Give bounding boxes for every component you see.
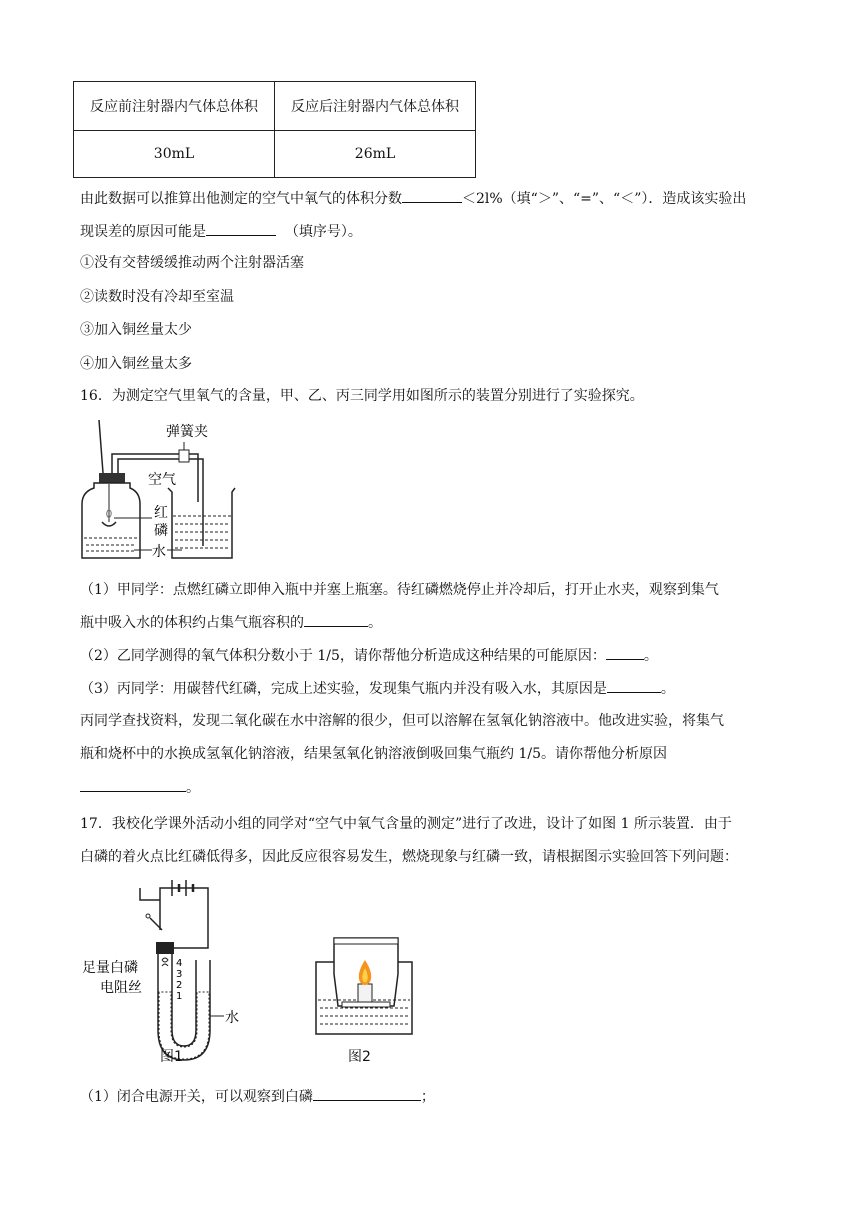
q16-p1-line2: 瓶中吸入水的体积约占集气瓶容积的 。 [80, 612, 382, 633]
q16-p4-line3: 。 [80, 777, 200, 798]
q16-p2: （2）乙同学测得的氧气体积分数小于 1/5，请你帮他分析造成这种结果的可能原因： 。 [80, 645, 658, 666]
figure-2-candle [312, 936, 418, 1046]
scale-4: 4 [176, 958, 183, 969]
label-phosphorus-1: 红 [154, 505, 168, 521]
q16-p1-line1: （1）甲同学：点燃红磷立即伸入瓶中并塞上瓶塞。待红磷燃烧停止并冷却后，打开止水夹，观察到集气 [80, 582, 719, 598]
scale-3: 3 [176, 969, 183, 980]
answer-blank[interactable] [607, 678, 661, 693]
table-header: 反应前注射器内气体总体积 [74, 82, 275, 131]
option: ①没有交替缓缓推动两个注射器活塞 [80, 255, 304, 271]
q16-p4-line1: 丙同学查找资料，发现二氧化碳在水中溶解的很少，但可以溶解在氢氧化钠溶液中。他改进实验，将集气 [80, 713, 724, 729]
option: ③加入铜丝量太少 [80, 322, 192, 338]
answer-blank[interactable] [606, 645, 644, 660]
option: ②读数时没有冷却至室温 [80, 289, 234, 305]
label-clip: 弹簧夹 [166, 424, 208, 440]
volume-table [73, 81, 476, 178]
scale-1: 1 [176, 991, 183, 1002]
table-cell: 26mL [275, 131, 476, 178]
q17-stem-line2: 白磷的着火点比红磷低得多，因此反应很容易发生，燃烧现象与红磷一致，请根据图示实验回答下列问题： [80, 849, 738, 865]
label-phosphorus-2: 磷 [154, 523, 168, 539]
answer-blank[interactable] [304, 612, 368, 627]
answer-blank[interactable] [402, 188, 462, 203]
q16-stem: 16．为测定空气里氧气的含量，甲、乙、丙三同学用如图所示的装置分别进行了实验探究。 [80, 388, 644, 404]
q16-p3: （3）丙同学：用碳替代红磷，完成上述实验，发现集气瓶内并没有吸入水，其原因是 。 [80, 678, 675, 699]
answer-blank[interactable] [80, 777, 186, 792]
label-water: 水 [225, 1010, 239, 1026]
q17-p1: （1）闭合电源开关，可以观察到白磷 ； [80, 1086, 435, 1107]
option: ④加入铜丝量太多 [80, 356, 192, 372]
label-air: 空气 [148, 472, 176, 488]
scale-2: 2 [176, 980, 183, 991]
q16-apparatus-figure [72, 418, 252, 568]
table-cell: 30mL [74, 131, 275, 178]
answer-blank[interactable] [206, 221, 276, 236]
label-white-phosphorus: 足量白磷 [82, 960, 138, 976]
q15-line1: 由此数据可以推算出他测定的空气中氧气的体积分数 ＜2l%（填“＞”、“=”、“＜”）．造成该实验出 [80, 188, 746, 209]
q16-p4-line2: 瓶和烧杯中的水换成氢氧化钠溶液，结果氢氧化钠溶液倒吸回集气瓶约 1/5。请你帮他分析原因 [80, 746, 667, 762]
table-header: 反应后注射器内气体总体积 [275, 82, 476, 131]
figure-1-u-tube [80, 880, 260, 1070]
figure-1-caption: 图1 [160, 1049, 183, 1065]
figure-2-caption: 图2 [348, 1049, 371, 1065]
q15-line2: 现误差的原因可能是 （填序号）。 [80, 221, 362, 242]
answer-blank[interactable] [313, 1086, 421, 1101]
q17-stem-line1: 17．我校化学课外活动小组的同学对“空气中氧气含量的测定”进行了改进，设计了如图 1 所示装置．由于 [80, 816, 732, 832]
label-water: 水 [152, 544, 166, 560]
label-resistance-wire: 电阻丝 [100, 980, 142, 996]
